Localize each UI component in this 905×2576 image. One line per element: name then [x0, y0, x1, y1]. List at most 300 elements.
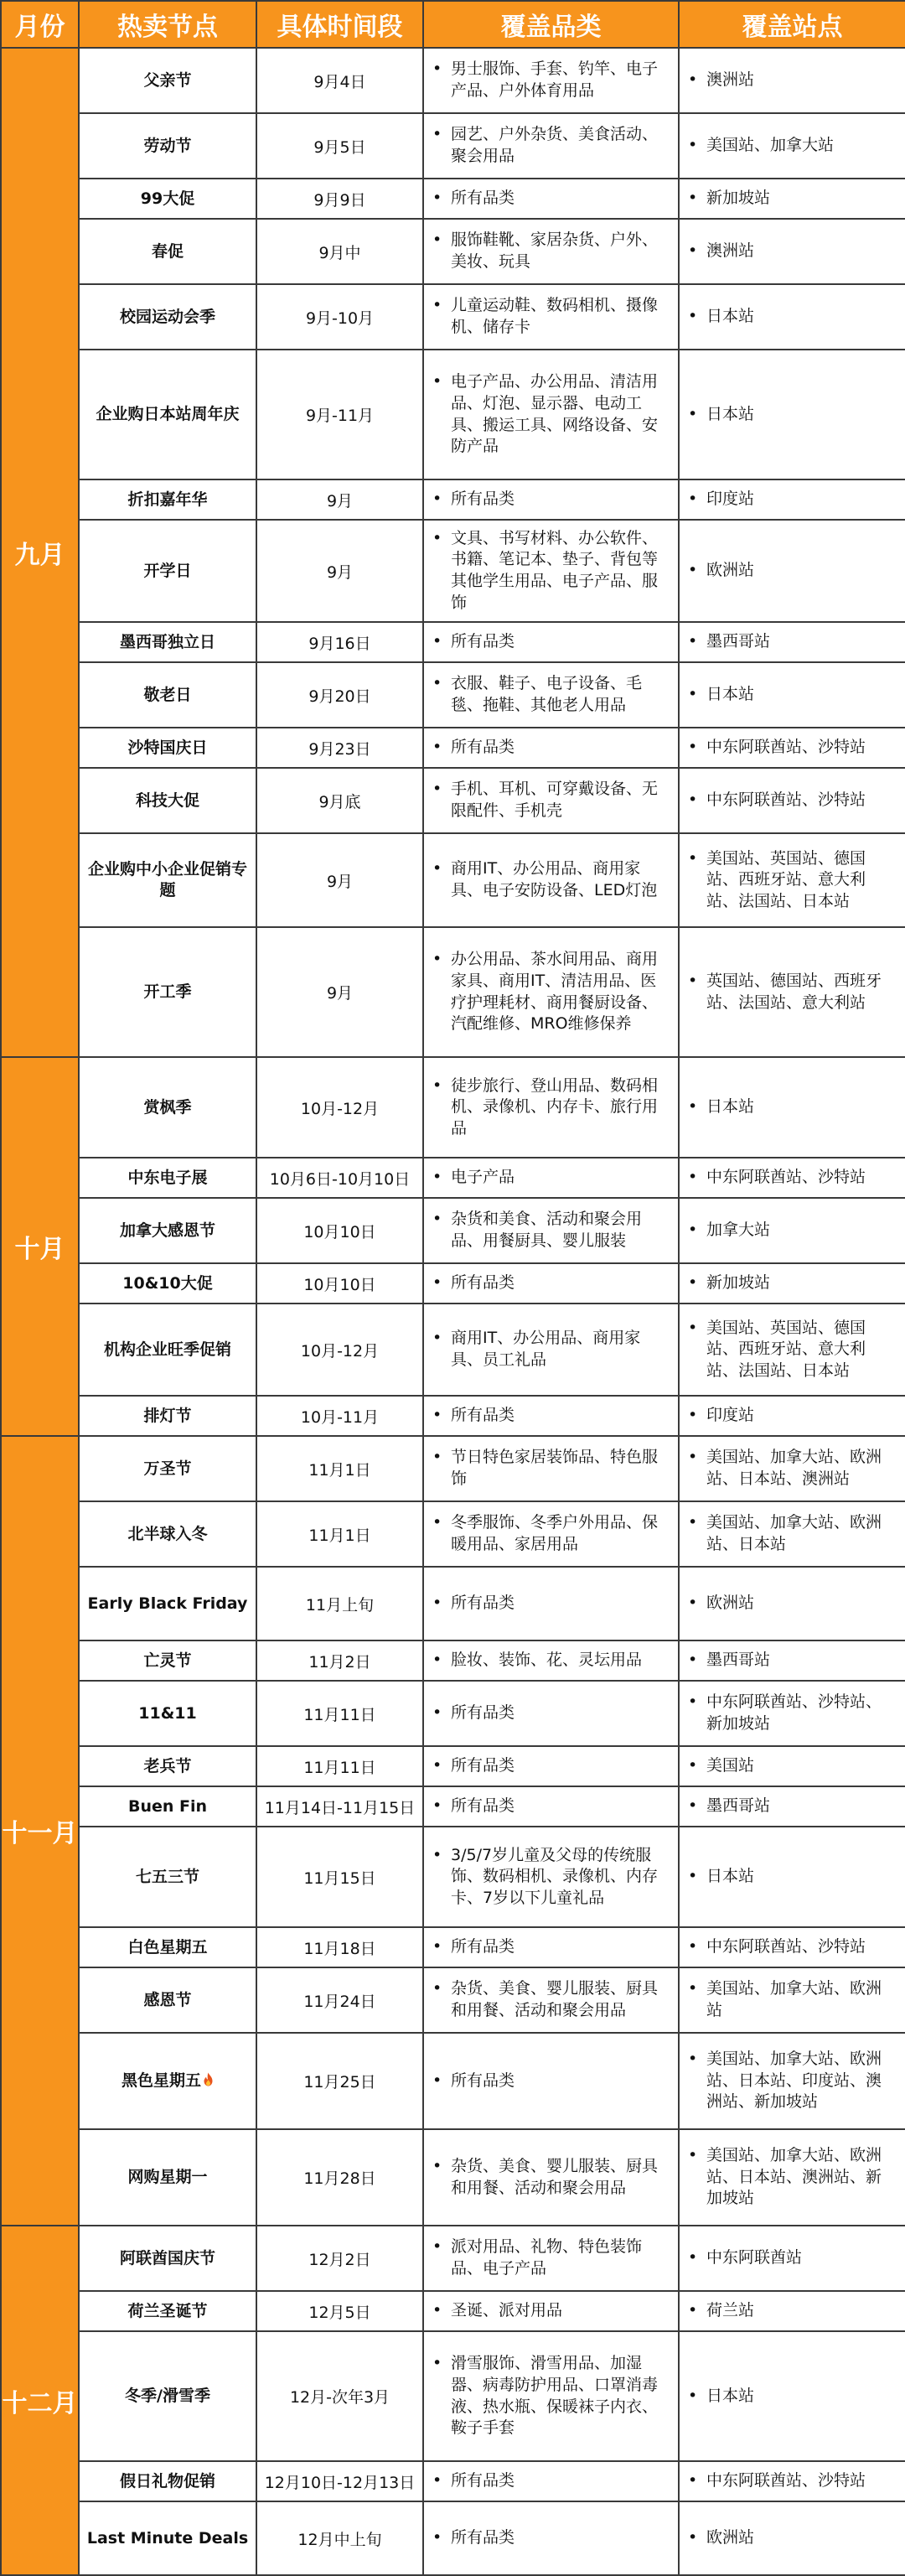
- table-body: [1, 48, 905, 2575]
- category-cell: [423, 1786, 679, 1827]
- category-cell: [423, 1681, 679, 1746]
- bullet-icon: •: [688, 70, 698, 90]
- bullet-icon: •: [688, 1168, 698, 1187]
- site-text: 新加坡站: [706, 189, 771, 208]
- site-cell: [679, 2291, 905, 2331]
- site-text: 欧洲站: [706, 1594, 755, 1613]
- site-cell: [679, 1501, 905, 1567]
- site-cell: [679, 520, 905, 622]
- bullet-icon: •: [432, 1937, 442, 1957]
- site-text: 日本站: [706, 2386, 755, 2405]
- category-text: 商用IT、办公用品、商用家具、电子安防设备、LED灯泡: [451, 859, 658, 899]
- site-cell: [679, 113, 905, 179]
- date-cell: 9月20日: [256, 662, 423, 728]
- site-text: 中东阿联酋站、沙特站: [706, 790, 866, 810]
- category-cell: [423, 48, 679, 113]
- site-cell: [679, 1567, 905, 1640]
- bullet-icon: •: [688, 189, 698, 208]
- site-cell: [679, 1198, 905, 1263]
- festival-name: 父亲节: [143, 70, 192, 90]
- fire-icon: [203, 2071, 214, 2086]
- bullet-icon: •: [688, 241, 698, 261]
- bullet-icon: •: [432, 674, 442, 693]
- festival-name: 劳动节: [143, 136, 192, 155]
- table-row: [1, 1786, 905, 1827]
- site-text: 美国站、加拿大站、欧洲站: [706, 1979, 882, 2019]
- festival-name: 白色星期五: [127, 1937, 208, 1957]
- table-row: [1, 1967, 905, 2033]
- category-cell: [423, 768, 679, 833]
- category-cell: [423, 622, 679, 662]
- site-cell: [679, 927, 905, 1057]
- bullet-icon: •: [688, 685, 698, 704]
- category-cell: [423, 284, 679, 350]
- bullet-icon: •: [688, 1756, 698, 1775]
- date-cell: 11月25日: [256, 2033, 423, 2129]
- table-row: [1, 48, 905, 113]
- bullet-icon: •: [432, 738, 442, 757]
- festival-cell: [79, 1746, 256, 1786]
- bullet-icon: •: [688, 1406, 698, 1425]
- date-cell: 11月28日: [256, 2129, 423, 2226]
- bullet-icon: •: [432, 60, 442, 79]
- category-cell: [423, 1396, 679, 1436]
- category-text: 所有品类: [451, 1406, 515, 1425]
- category-text: 杂货和美食、活动和聚会用品、用餐厨具、婴儿服装: [451, 1210, 643, 1250]
- table-row: [1, 1158, 905, 1198]
- header-date: 具体时间段: [256, 1, 423, 48]
- site-text: 中东阿联酋站、沙特站: [706, 738, 866, 757]
- date-cell: 9月底: [256, 768, 423, 833]
- site-text: 墨西哥站: [706, 1651, 771, 1670]
- date-cell: 10月-11月: [256, 1396, 423, 1436]
- bullet-icon: •: [432, 1594, 442, 1613]
- bullet-icon: •: [688, 2471, 698, 2490]
- festival-name: 加拿大感恩节: [119, 1221, 215, 1240]
- bullet-icon: •: [688, 738, 698, 757]
- table-row: [1, 2129, 905, 2226]
- category-cell: [423, 1263, 679, 1304]
- category-text: 所有品类: [451, 738, 515, 757]
- bullet-icon: •: [688, 1097, 698, 1117]
- bullet-icon: •: [688, 1867, 698, 1886]
- festival-cell: [79, 219, 256, 284]
- table-row: [1, 284, 905, 350]
- bullet-icon: •: [432, 1979, 442, 1998]
- festival-name: 阿联酋国庆节: [119, 2248, 215, 2268]
- bullet-icon: •: [432, 1513, 442, 1532]
- festival-cell: [79, 1057, 256, 1158]
- date-cell: 10月-12月: [256, 1057, 423, 1158]
- date-cell: 11月2日: [256, 1640, 423, 1681]
- category-cell: [423, 1967, 679, 2033]
- category-cell: [423, 350, 679, 479]
- date-cell: 12月10日-12月13日: [256, 2461, 423, 2501]
- site-text: 日本站: [706, 307, 755, 326]
- table-row: [1, 219, 905, 284]
- site-text: 日本站: [706, 404, 755, 423]
- bullet-icon: •: [688, 848, 698, 868]
- site-cell: [679, 1640, 905, 1681]
- festival-name: 11&11: [138, 1703, 197, 1723]
- site-text: 日本站: [706, 1867, 755, 1886]
- site-text: 美国站、加拿大站、欧洲站、日本站: [706, 1513, 882, 1553]
- site-text: 中东阿联酋站、沙特站、新加坡站: [706, 1692, 882, 1733]
- date-cell: 9月23日: [256, 728, 423, 768]
- site-cell: [679, 1436, 905, 1501]
- table-row: [1, 2461, 905, 2501]
- bullet-icon: •: [432, 1273, 442, 1293]
- site-text: 欧洲站: [706, 2528, 755, 2547]
- category-cell: [423, 833, 679, 927]
- festival-cell: [79, 2033, 256, 2129]
- bullet-icon: •: [432, 2237, 442, 2257]
- festival-cell: [79, 2501, 256, 2575]
- category-cell: [423, 1158, 679, 1198]
- site-cell: [679, 768, 905, 833]
- category-cell: [423, 728, 679, 768]
- site-cell: [679, 1158, 905, 1198]
- bullet-icon: •: [432, 372, 442, 391]
- table-row: [1, 1436, 905, 1501]
- category-cell: [423, 219, 679, 284]
- category-text: 所有品类: [451, 490, 515, 509]
- category-text: 徒步旅行、登山用品、数码相机、录像机、内存卡、旅行用品: [451, 1075, 659, 1138]
- category-text: 杂货、美食、婴儿服装、厨具和用餐、活动和聚会用品: [451, 2156, 659, 2197]
- festival-name: 感恩节: [143, 1990, 192, 2009]
- date-cell: 10月10日: [256, 1198, 423, 1263]
- category-cell: [423, 2291, 679, 2331]
- date-cell: 11月1日: [256, 1436, 423, 1501]
- category-text: 所有品类: [451, 189, 515, 208]
- festival-name: 黑色星期五: [121, 2071, 201, 2091]
- festival-cell: [79, 1927, 256, 1967]
- category-text: 滑雪服饰、滑雪用品、加湿器、病毒防护用品、口罩消毒液、热水瓶、保暖袜子内衣、鞍子手套: [451, 2354, 659, 2438]
- header-category: 覆盖品类: [423, 1, 679, 48]
- site-cell: [679, 1967, 905, 2033]
- site-cell: [679, 2331, 905, 2461]
- bullet-icon: •: [432, 859, 442, 879]
- festival-name: 亡灵节: [143, 1651, 192, 1670]
- category-text: 脸妆、装饰、花、灵坛用品: [451, 1651, 643, 1670]
- festival-name: 老兵节: [143, 1756, 192, 1775]
- bullet-icon: •: [432, 231, 442, 250]
- festival-cell: [79, 179, 256, 219]
- table-row: [1, 350, 905, 479]
- festival-name: 荷兰圣诞节: [127, 2301, 208, 2320]
- site-text: 印度站: [706, 490, 755, 509]
- bullet-icon: •: [688, 1221, 698, 1240]
- site-cell: [679, 1396, 905, 1436]
- bullet-icon: •: [432, 1329, 442, 1348]
- date-cell: 10月-12月: [256, 1304, 423, 1396]
- site-text: 欧洲站: [706, 561, 755, 580]
- site-cell: [679, 179, 905, 219]
- bullet-icon: •: [688, 1979, 698, 1998]
- category-text: 电子产品、办公用品、清洁用品、灯泡、显示器、电动工具、搬运工具、网络设备、安防产品: [451, 372, 659, 456]
- festival-cell: [79, 1827, 256, 1927]
- site-cell: [679, 622, 905, 662]
- festival-name: Early Black Friday: [87, 1594, 248, 1613]
- festival-cell: [79, 520, 256, 622]
- table-row: [1, 1827, 905, 1927]
- festival-cell: [79, 350, 256, 479]
- bullet-icon: •: [432, 1448, 442, 1467]
- festival-name: 科技大促: [135, 790, 199, 810]
- festival-name: 北半球入冬: [127, 1524, 208, 1543]
- bullet-icon: •: [432, 2354, 442, 2373]
- category-cell: [423, 2331, 679, 2461]
- site-cell: [679, 479, 905, 520]
- site-text: 日本站: [706, 1097, 755, 1117]
- category-text: 节日特色家居装饰品、特色服饰: [451, 1448, 659, 1488]
- site-text: 美国站、加拿大站、欧洲站、日本站、印度站、澳洲站、新加坡站: [706, 2050, 882, 2112]
- festival-cell: [79, 113, 256, 179]
- festival-name: 假日礼物促销: [119, 2471, 215, 2490]
- festival-cell: [79, 1436, 256, 1501]
- bullet-icon: •: [688, 1692, 698, 1712]
- site-cell: [679, 1827, 905, 1927]
- festival-cell: [79, 833, 256, 927]
- category-cell: [423, 479, 679, 520]
- bullet-icon: •: [688, 1513, 698, 1532]
- date-cell: 9月: [256, 927, 423, 1057]
- category-cell: [423, 1567, 679, 1640]
- table-row: [1, 479, 905, 520]
- date-cell: 11月1日: [256, 1501, 423, 1567]
- site-cell: [679, 2226, 905, 2291]
- festival-name: 99大促: [140, 189, 195, 208]
- festival-name: 机构企业旺季促销: [103, 1340, 231, 1359]
- bullet-icon: •: [432, 125, 442, 144]
- category-cell: [423, 113, 679, 179]
- festival-cell: [79, 1681, 256, 1746]
- festival-cell: [79, 2226, 256, 2291]
- date-cell: 11月上旬: [256, 1567, 423, 1640]
- bullet-icon: •: [432, 950, 442, 969]
- table-row: [1, 662, 905, 728]
- site-text: 英国站、德国站、西班牙站、法国站、意大利站: [706, 971, 882, 1012]
- site-cell: [679, 728, 905, 768]
- header-site: 覆盖站点: [679, 1, 905, 48]
- table-row: [1, 520, 905, 622]
- festival-cell: [79, 1501, 256, 1567]
- date-cell: 9月16日: [256, 622, 423, 662]
- festival-name: Buen Fin: [127, 1796, 208, 1816]
- site-text: 美国站、加拿大站、欧洲站、日本站、澳洲站、新加坡站: [706, 2146, 882, 2208]
- bullet-icon: •: [688, 561, 698, 580]
- site-cell: [679, 1304, 905, 1396]
- date-cell: 9月5日: [256, 113, 423, 179]
- table-row: [1, 1927, 905, 1967]
- site-text: 美国站、英国站、德国站、西班牙站、意大利站、法国站、日本站: [706, 848, 866, 910]
- category-text: 园艺、户外杂货、美食活动、聚会用品: [451, 125, 659, 165]
- festival-name: 七五三节: [135, 1867, 199, 1886]
- table-row: [1, 113, 905, 179]
- table-row: [1, 1057, 905, 1158]
- festival-cell: [79, 662, 256, 728]
- festival-name: 开工季: [143, 982, 192, 1002]
- festival-cell: [79, 2291, 256, 2331]
- bullet-icon: •: [688, 490, 698, 509]
- site-text: 印度站: [706, 1406, 755, 1425]
- festival-name: 折扣嘉年华: [127, 490, 208, 509]
- festival-name: 敬老日: [143, 685, 192, 704]
- header-row: [1, 1, 905, 48]
- table-row: [1, 1640, 905, 1681]
- category-cell: [423, 179, 679, 219]
- festival-name: 春促: [151, 241, 184, 261]
- festival-cell: [79, 1786, 256, 1827]
- site-text: 美国站、加拿大站: [706, 136, 835, 155]
- bullet-icon: •: [432, 296, 442, 315]
- site-text: 中东阿联酋站: [706, 2248, 803, 2268]
- date-cell: 9月: [256, 833, 423, 927]
- category-cell: [423, 1927, 679, 1967]
- bullet-icon: •: [688, 136, 698, 155]
- category-text: 圣诞、派对用品: [451, 2301, 563, 2320]
- bullet-icon: •: [688, 1448, 698, 1467]
- site-text: 中东阿联酋站、沙特站: [706, 1168, 866, 1187]
- festival-cell: [79, 2331, 256, 2461]
- category-cell: [423, 927, 679, 1057]
- bullet-icon: •: [432, 1651, 442, 1670]
- site-cell: [679, 48, 905, 113]
- festival-name: 墨西哥独立日: [119, 632, 215, 651]
- date-cell: 10月10日: [256, 1263, 423, 1304]
- category-text: 文具、书写材料、办公软件、书籍、笔记本、垫子、背包等其他学生用品、电子产品、服饰: [451, 528, 659, 612]
- category-text: 所有品类: [451, 2071, 515, 2090]
- bullet-icon: •: [432, 1406, 442, 1425]
- site-text: 澳洲站: [706, 241, 755, 261]
- table-row: [1, 179, 905, 219]
- table-row: [1, 1501, 905, 1567]
- table-row: [1, 1198, 905, 1263]
- category-text: 所有品类: [451, 1796, 515, 1816]
- festival-name: 中东电子展: [127, 1168, 208, 1187]
- category-text: 所有品类: [451, 1594, 515, 1613]
- bullet-icon: •: [688, 307, 698, 326]
- table-row: [1, 2291, 905, 2331]
- festival-cell: [79, 479, 256, 520]
- date-cell: 11月15日: [256, 1827, 423, 1927]
- bullet-icon: •: [432, 1845, 442, 1864]
- bullet-icon: •: [688, 1318, 698, 1337]
- site-text: 美国站: [706, 1756, 755, 1775]
- festival-name: 网购星期一: [127, 2168, 208, 2187]
- date-cell: 11月18日: [256, 1927, 423, 1967]
- festival-name: Last Minute Deals: [86, 2528, 249, 2547]
- category-text: 服饰鞋靴、家居杂货、户外、美妆、玩具: [451, 231, 659, 271]
- bullet-icon: •: [432, 528, 442, 547]
- festival-cell: [79, 2129, 256, 2226]
- bullet-icon: •: [688, 1796, 698, 1816]
- date-cell: 12月2日: [256, 2226, 423, 2291]
- site-cell: [679, 350, 905, 479]
- bullet-icon: •: [688, 1937, 698, 1957]
- site-text: 加拿大站: [706, 1221, 771, 1240]
- site-cell: [679, 2501, 905, 2575]
- header-festival: 热卖节点: [79, 1, 256, 48]
- table-row: [1, 1746, 905, 1786]
- category-cell: [423, 2033, 679, 2129]
- site-cell: [679, 1927, 905, 1967]
- bullet-icon: •: [432, 2156, 442, 2175]
- festival-cell: [79, 768, 256, 833]
- bullet-icon: •: [432, 1075, 442, 1095]
- festival-name: 万圣节: [143, 1459, 192, 1478]
- category-text: 所有品类: [451, 2471, 515, 2490]
- site-cell: [679, 1681, 905, 1746]
- site-cell: [679, 2461, 905, 2501]
- category-text: 冬季服饰、冬季户外用品、保暖用品、家居用品: [451, 1513, 659, 1553]
- table-row: [1, 1681, 905, 1746]
- bullet-icon: •: [688, 2248, 698, 2268]
- category-cell: [423, 1746, 679, 1786]
- date-cell: 11月14日-11月15日: [256, 1786, 423, 1827]
- date-cell: 11月24日: [256, 1967, 423, 2033]
- category-text: 所有品类: [451, 1937, 515, 1957]
- date-cell: 12月-次年3月: [256, 2331, 423, 2461]
- site-cell: [679, 833, 905, 927]
- bullet-icon: •: [432, 632, 442, 651]
- category-cell: [423, 1436, 679, 1501]
- table-row: [1, 1263, 905, 1304]
- festival-name: 企业购中小企业促销专题: [87, 860, 247, 899]
- bullet-icon: •: [432, 2528, 442, 2547]
- category-text: 商用IT、办公用品、商用家具、员工礼品: [451, 1329, 641, 1369]
- category-cell: [423, 2461, 679, 2501]
- festival-name: 企业购日本站周年庆: [96, 405, 240, 424]
- bullet-icon: •: [688, 2528, 698, 2547]
- bullet-icon: •: [688, 2050, 698, 2069]
- site-text: 墨西哥站: [706, 632, 771, 651]
- table-row: [1, 1304, 905, 1396]
- festival-cell: [79, 1304, 256, 1396]
- date-cell: 9月4日: [256, 48, 423, 113]
- table-row: [1, 833, 905, 927]
- festival-name: 10&10大促: [122, 1273, 213, 1293]
- category-cell: [423, 1198, 679, 1263]
- festival-cell: [79, 284, 256, 350]
- festival-cell: [79, 1198, 256, 1263]
- bullet-icon: •: [432, 1756, 442, 1775]
- bullet-icon: •: [432, 490, 442, 509]
- bullet-icon: •: [688, 1273, 698, 1293]
- festival-name: 赏枫季: [143, 1097, 192, 1117]
- category-text: 杂货、美食、婴儿服装、厨具和用餐、活动和聚会用品: [451, 1979, 659, 2019]
- festival-cell: [79, 1640, 256, 1681]
- site-text: 荷兰站: [706, 2301, 755, 2320]
- bullet-icon: •: [432, 2071, 442, 2090]
- table-row: [1, 1396, 905, 1436]
- site-cell: [679, 219, 905, 284]
- site-cell: [679, 1746, 905, 1786]
- category-text: 3/5/7岁儿童及父母的传统服饰、数码相机、录像机、内存卡、7岁以下儿童礼品: [451, 1845, 659, 1907]
- site-text: 中东阿联酋站、沙特站: [706, 2471, 866, 2490]
- table-row: [1, 2226, 905, 2291]
- date-cell: 9月: [256, 479, 423, 520]
- date-cell: 11月11日: [256, 1746, 423, 1786]
- category-cell: [423, 1057, 679, 1158]
- table-row: [1, 2331, 905, 2461]
- site-cell: [679, 1057, 905, 1158]
- category-text: 男士服饰、手套、钓竿、电子产品、户外体育用品: [451, 60, 659, 100]
- bullet-icon: •: [688, 790, 698, 810]
- table-row: [1, 622, 905, 662]
- site-cell: [679, 1263, 905, 1304]
- festival-name: 冬季/滑雪季: [125, 2387, 210, 2406]
